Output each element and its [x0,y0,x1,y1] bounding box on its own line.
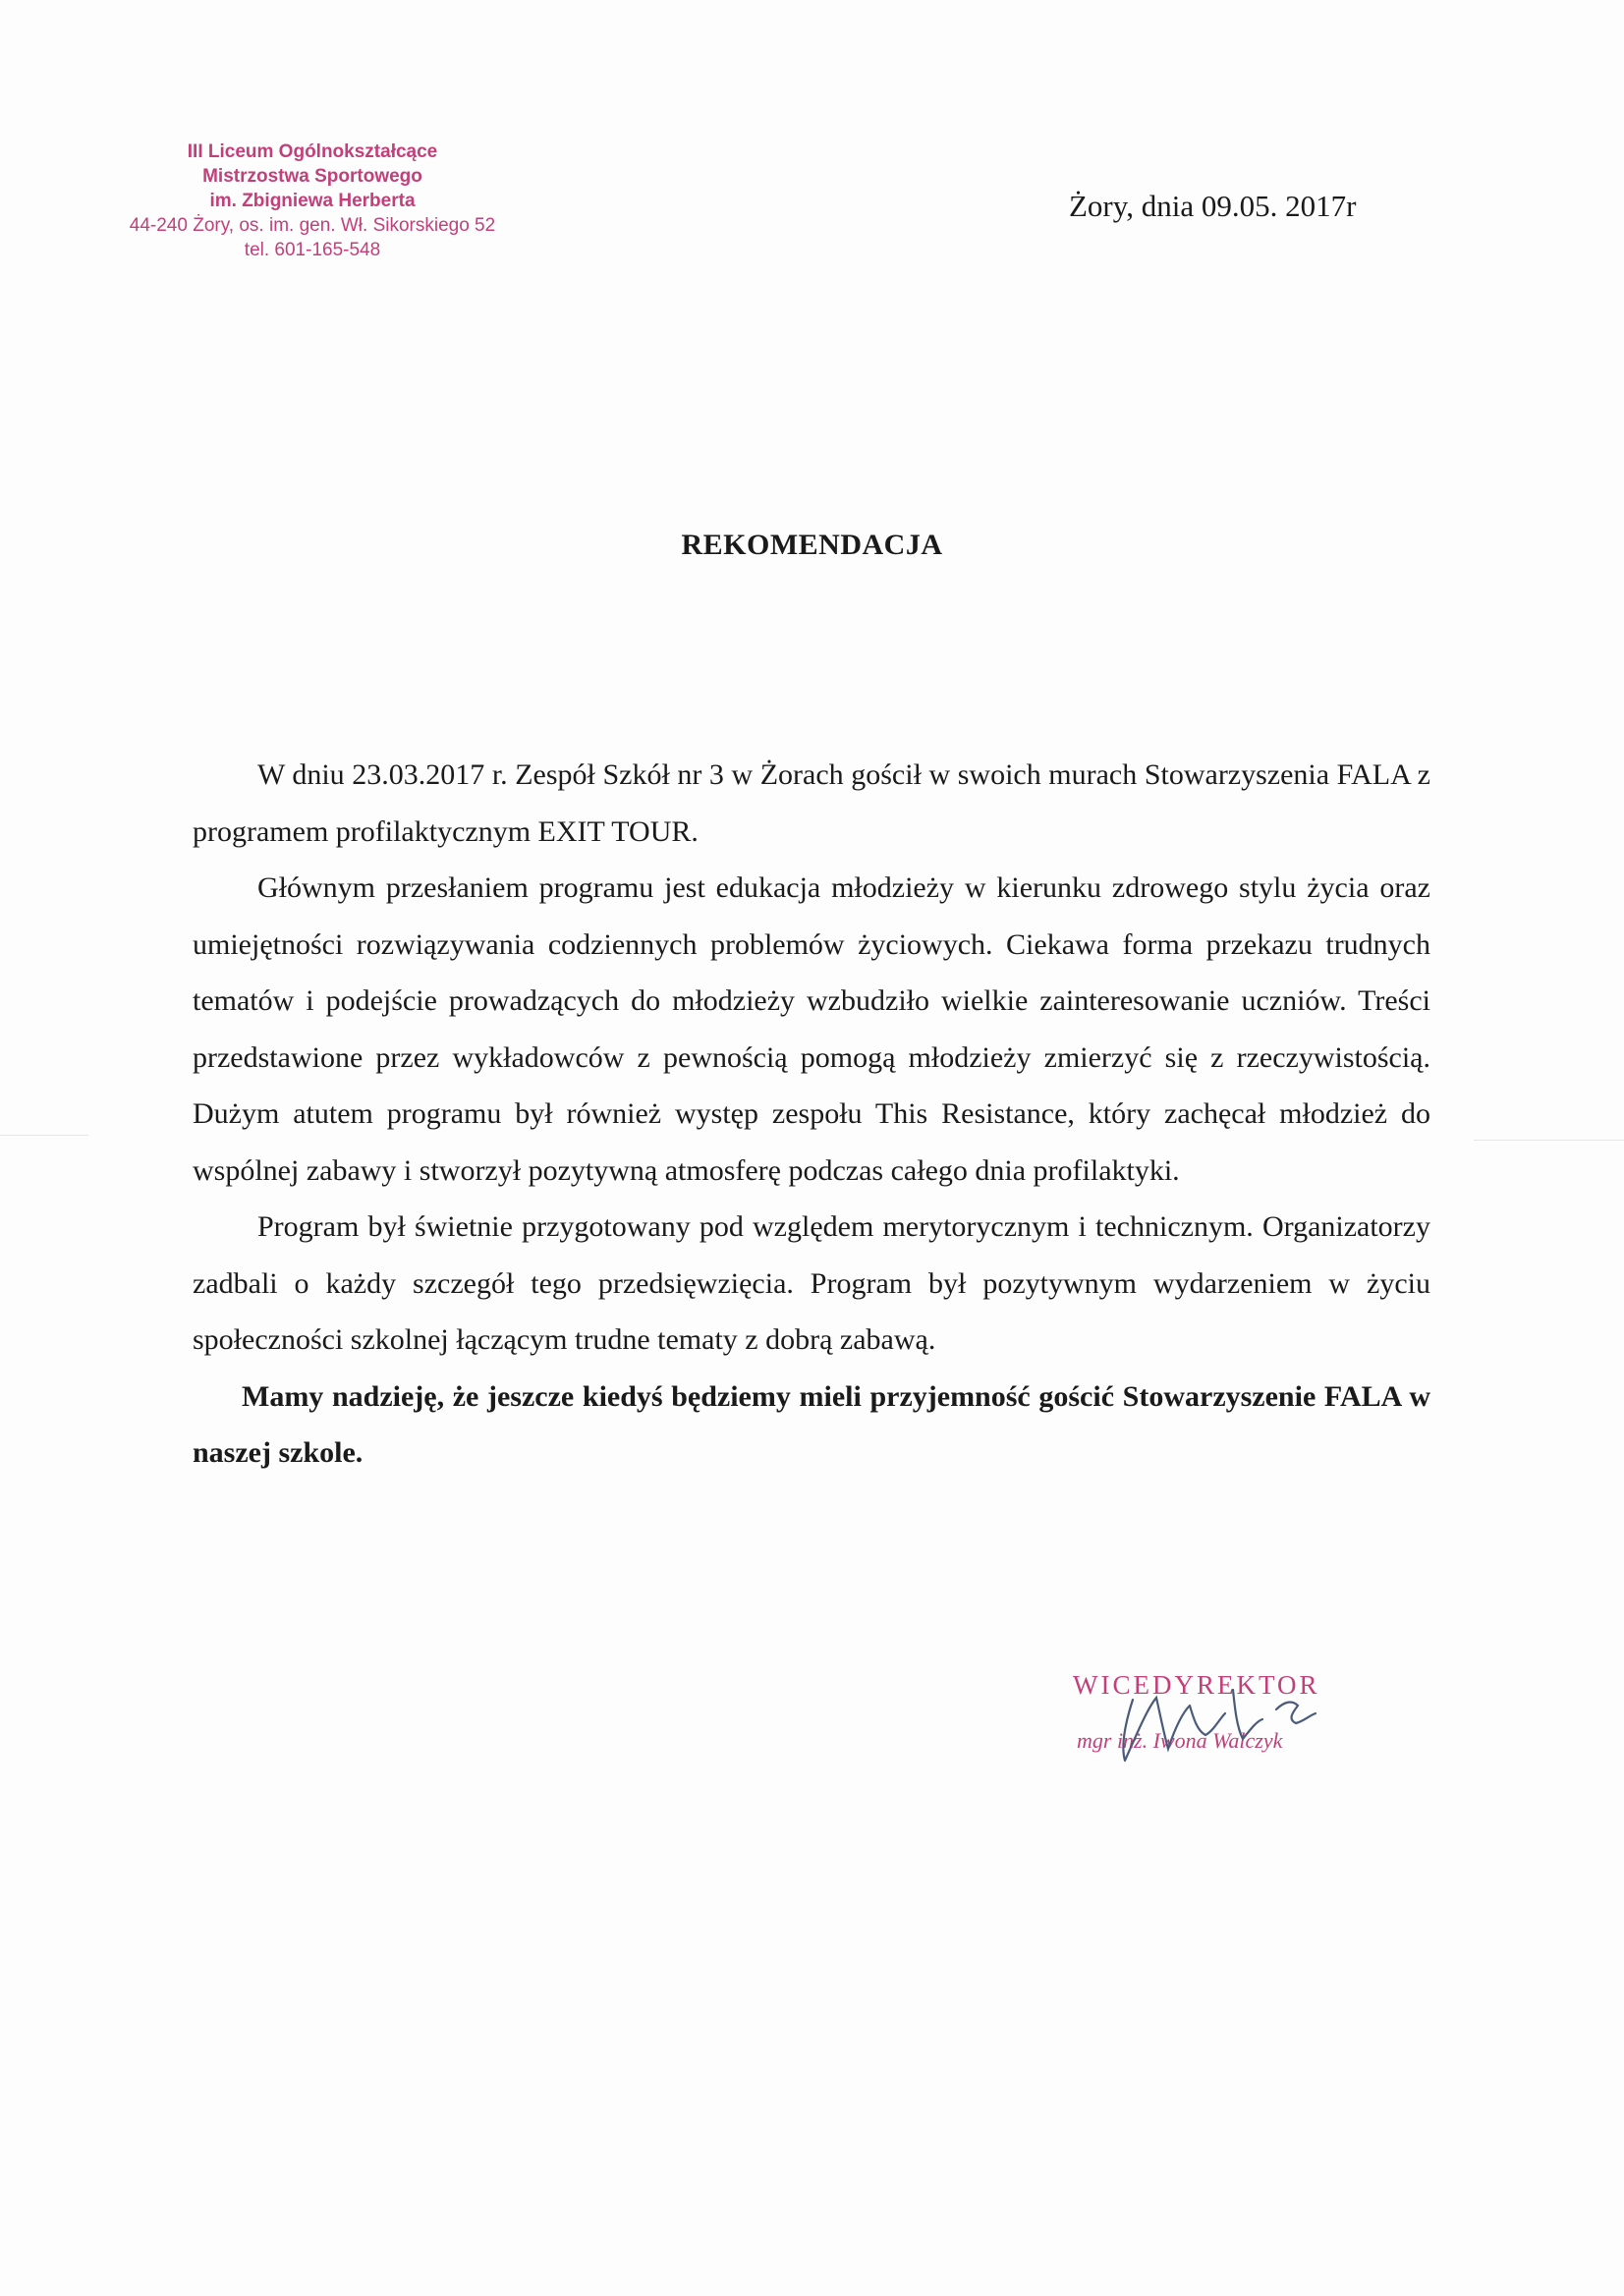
school-stamp [126,140,499,262]
paragraph-program-evaluation: Program był świetnie przygotowany pod względem merytorycznym i technicznym. Organizatorzy zadbali o każdy szczegół tego przedsięwzięcia. Program był pozytywnym wydarzeniem w życiu społeczności szkolnej łączącym trudne tematy z dobrą zabawą. [193,1210,1430,1356]
stamp-line-patron: im. Zbigniewa Herberta [209,191,416,211]
scan-artifact-line-left [0,1135,88,1136]
scan-artifact-line-right [1474,1140,1624,1141]
stamp-line-school-name: III Liceum Ogólnokształcące [187,141,438,162]
paragraph-intro: W dniu 23.03.2017 r. Zespół Szkół nr 3 w Żorach gościł w swoich murach Stowarzyszenia FALA z programem profilaktycznym EXIT TOUR. [193,758,1430,848]
handwritten-signature [1095,1670,1331,1778]
letter-date: Żory, dnia 09.05. 2017r [1069,189,1357,223]
paragraph-closing: Mamy nadzieję, że jeszcze kiedyś będziemy mieli przyjemność gościć Stowarzyszenie FALA w naszej szkole. [193,1379,1430,1469]
stamp-line-phone: tel. 601-165-548 [244,240,381,260]
signature-name: mgr inż. Iwona Walczyk [1077,1728,1283,1753]
paragraph-program-description: Głównym przesłaniem programu jest edukacja młodzieży w kierunku zdrowego stylu życia oraz umiejętności rozwiązywania codziennych problemów życiowych. Ciekawa forma przekazu trudnych tematów i podejście prowadzących do młodzieży wzbudziło wielkie zainteresowanie uczniów. Treści przedstawione przez wykładowców z pewnością pomogą młodzieży zmierzyć się z rzeczywistością. Dużym atutem programu był również występ zespołu This Resistance, który zachęcał młodzież do wspólnej zabawy i stworzył pozytywną atmosferę podczas całego dnia profilaktyki. [193,871,1430,1187]
signature-title: WICEDYREKTOR [1073,1670,1320,1700]
letter-title: REKOMENDACJA [681,529,943,561]
letter-body [193,747,1430,1482]
stamp-line-address: 44-240 Żory, os. im. gen. Wł. Sikorskiego 52 [129,215,496,236]
stamp-line-specialization: Mistrzostwa Sportowego [202,166,422,187]
